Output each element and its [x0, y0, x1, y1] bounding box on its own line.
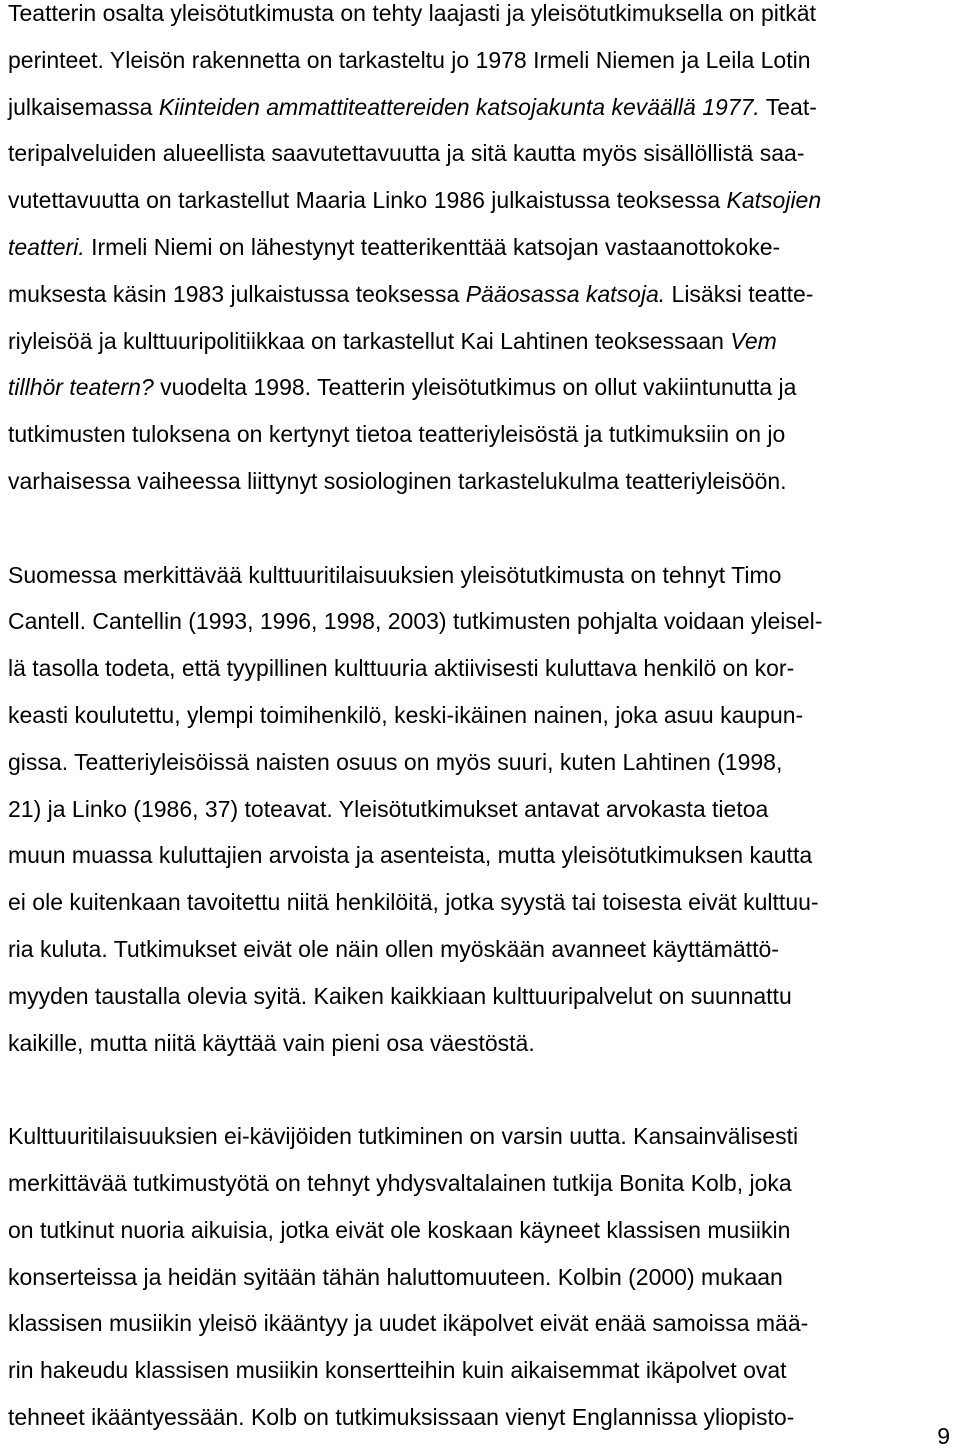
text-line: [8, 1300, 958, 1347]
text-line: [8, 84, 958, 131]
text-line: [8, 411, 958, 458]
text-line: [8, 177, 958, 224]
italic-title: Vem: [730, 327, 777, 354]
text-line: [8, 0, 958, 37]
text-line: [8, 271, 958, 318]
text-line: [8, 1113, 958, 1160]
document-page: [8, 0, 958, 1441]
italic-title: tillhör teatern?: [8, 374, 154, 401]
text-segment: vutettavuutta on tarkastellut Maaria Linko 1986 julkaistussa teoksessa: [8, 187, 727, 214]
text-line: [8, 926, 958, 973]
text-line: [8, 598, 958, 645]
text-line: [8, 1254, 958, 1301]
text-line: [8, 458, 958, 505]
text-segment: keasti koulutettu, ylempi toimihenkilö, keski-ikäinen nainen, joka asuu kaupun-: [8, 701, 804, 728]
text-segment: Teatterin osalta yleisötutkimusta on tehty laajasti ja yleisötutkimuksella on pitkät: [8, 0, 816, 26]
text-segment: on tutkinut nuoria aikuisia, jotka eivät ole koskaan käyneet klassisen musiikin: [8, 1216, 791, 1243]
text-segment: perinteet. Yleisön rakennetta on tarkasteltu jo 1978 Irmeli Niemen ja Leila Lotin: [8, 46, 811, 73]
text-segment: teripalveluiden alueellista saavutettavuutta ja sitä kautta myös sisällöllistä saa-: [8, 140, 805, 167]
italic-title: Katsojien: [726, 187, 822, 214]
text-segment: tehneet ikääntyessään. Kolb on tutkimuksissaan vienyt Englannissa yliopisto-: [8, 1403, 795, 1430]
text-line: [8, 1020, 958, 1067]
text-line: [8, 832, 958, 879]
text-segment: vuodelta 1998. Teatterin yleisötutkimus on ollut vakiintunutta ja: [153, 374, 797, 401]
text-segment: ei ole kuitenkaan tavoitettu niitä henkilöitä, jotka syystä tai toisesta eivät kulttuu-: [8, 889, 819, 916]
paragraph-3: [8, 1113, 958, 1441]
paragraph-1: [8, 0, 958, 505]
text-line: [8, 318, 958, 365]
text-line: [8, 645, 958, 692]
text-line: [8, 130, 958, 177]
text-segment: muksesta käsin 1983 julkaistussa teoksessa: [8, 280, 466, 307]
italic-title: teatteri.: [8, 233, 85, 260]
text-segment: kaikille, mutta niitä käyttää vain pieni osa väestöstä.: [8, 1029, 535, 1056]
page-number: 9: [937, 1423, 950, 1449]
text-line: [8, 1160, 958, 1207]
text-segment: Teat-: [759, 93, 817, 120]
text-segment: myyden taustalla olevia syitä. Kaiken kaikkiaan kulttuuripalvelut on suunnattu: [8, 982, 792, 1009]
text-segment: lä tasolla todeta, että tyypillinen kulttuuria aktiivisesti kuluttava henkilö on kor-: [8, 655, 795, 682]
text-segment: konserteissa ja heidän syitään tähän haluttomuuteen. Kolbin (2000) mukaan: [8, 1263, 783, 1290]
text-segment: rin hakeudu klassisen musiikin konsertteihin kuin aikaisemmat ikäpolvet ovat: [8, 1357, 787, 1384]
text-segment: tutkimusten tuloksena on kertynyt tietoa teatteriyleisöstä ja tutkimuksiin on jo: [8, 421, 786, 448]
text-line: [8, 1347, 958, 1394]
italic-title: Pääosassa katsoja.: [465, 280, 666, 307]
text-segment: Kulttuuritilaisuuksien ei-kävijöiden tutkiminen on varsin uutta. Kansainvälisesti: [8, 1123, 799, 1150]
text-segment: muun muassa kuluttajien arvoista ja asenteista, mutta yleisötutkimuksen kautta: [8, 842, 813, 869]
text-segment: 21) ja Linko (1986, 37) toteavat. Yleisötutkimukset antavat arvokasta tietoa: [8, 795, 769, 822]
text-segment: Lisäksi teatte-: [665, 280, 814, 307]
text-line: [8, 37, 958, 84]
paragraph-2: [8, 552, 958, 1067]
text-segment: Irmeli Niemi on lähestynyt teatterikenttää katsojan vastaanottokoke-: [84, 233, 781, 260]
text-segment: gissa. Teatteriyleisöissä naisten osuus on myös suuri, kuten Lahtinen (1998,: [8, 748, 783, 775]
text-line: [8, 1207, 958, 1254]
text-line: [8, 973, 958, 1020]
text-segment: ria kuluta. Tutkimukset eivät ole näin ollen myöskään avanneet käyttämättö-: [8, 935, 779, 962]
text-line: [8, 692, 958, 739]
text-line: [8, 364, 958, 411]
text-segment: Suomessa merkittävää kulttuuritilaisuuksien yleisötutkimusta on tehnyt Timo: [8, 561, 782, 588]
text-line: [8, 552, 958, 599]
text-line: [8, 879, 958, 926]
text-segment: merkittävää tutkimustyötä on tehnyt yhdysvaltalainen tutkija Bonita Kolb, joka: [8, 1169, 792, 1196]
text-line: [8, 1394, 958, 1441]
text-segment: varhaisessa vaiheessa liittynyt sosiologinen tarkastelukulma teatteriyleisöön.: [8, 467, 787, 494]
text-segment: klassisen musiikin yleisö ikääntyy ja uudet ikäpolvet eivät enää samoissa mää-: [8, 1310, 809, 1337]
text-line: [8, 739, 958, 786]
body-text: [8, 0, 958, 1441]
text-segment: riyleisöä ja kulttuuripolitiikkaa on tarkastellut Kai Lahtinen teoksessaan: [8, 327, 731, 354]
text-line: [8, 224, 958, 271]
italic-title: Kiinteiden ammattiteattereiden katsojakunta keväällä 1977.: [158, 93, 760, 120]
text-segment: Cantell. Cantellin (1993, 1996, 1998, 2003) tutkimusten pohjalta voidaan yleisel-: [8, 608, 823, 635]
text-line: [8, 786, 958, 833]
text-segment: julkaisemassa: [8, 93, 159, 120]
